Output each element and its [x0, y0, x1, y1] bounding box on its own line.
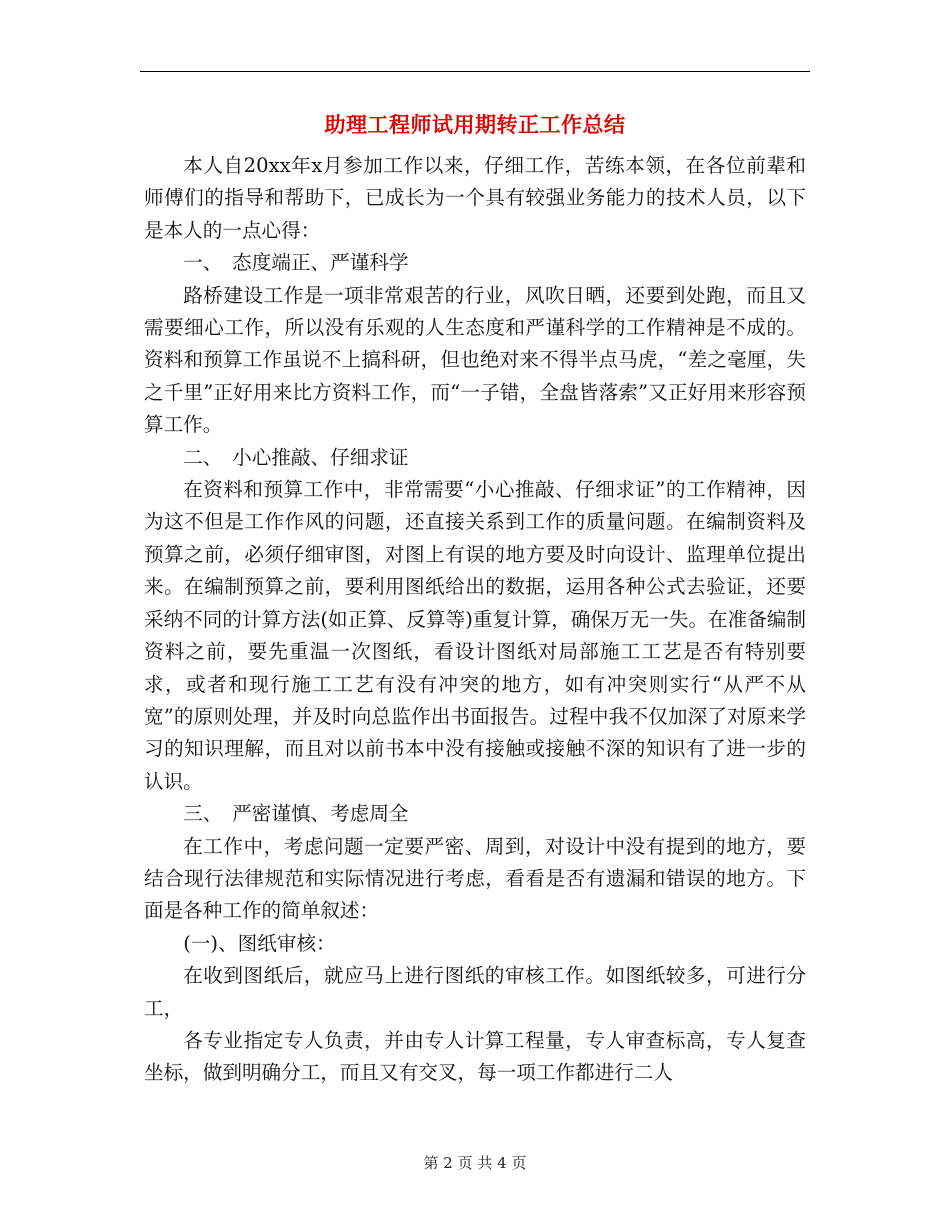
paragraph-subsection-1a: 在收到图纸后，就应马上进行图纸的审核工作。如图纸较多，可进行分工，: [144, 964, 806, 1020]
paragraph-section-3: 在工作中，考虑问题一定要严密、周到，对设计中没有提到的地方，要结合现行法律规范和实际情况进行考虑，看看是否有遗漏和错误的地方。下面是各种工作的简单叙述：: [144, 834, 806, 923]
paragraph-section-1: 路桥建设工作是一项非常艰苦的行业，风吹日晒，还要到处跑，而且又需要细心工作，所以没有乐观的人生态度和严谨科学的工作精神是不成的。资料和预算工作虽说不上搞科研，但也绝对来不得半点马虎，“差之毫厘，失之千里”正好用来比方资料工作，而“一子错，全盘皆落索”又正好用来形容预算工作。: [144, 283, 806, 437]
header-rule: [140, 71, 810, 72]
document-body: [144, 150, 806, 1090]
paragraph-subsection-1b: 各专业指定专人负责，并由专人计算工程量，专人审查标高，专人复查坐标，做到明确分工，而且又有交叉，每一项工作都进行二人: [144, 1028, 806, 1085]
section-heading-2: 二、 小心推敲、仔细求证: [183, 445, 409, 469]
section-heading-3: 三、 严密谨慎、考虑周全: [183, 802, 409, 826]
subsection-heading-1: (一)、图纸审核：: [183, 931, 336, 955]
section-heading-1: 一、 态度端正、严谨科学: [183, 251, 409, 275]
page-footer: 第 2 页 共 4 页: [423, 1154, 527, 1172]
paragraph-intro: 本人自20xx年x月参加工作以来，仔细工作，苦练本领，在各位前辈和师傅们的指导和帮助下，已成长为一个具有较强业务能力的技术人员，以下是本人的一点心得：: [144, 154, 806, 242]
paragraph-section-2: 在资料和预算工作中，非常需要“小心推敲、仔细求证”的工作精神，因为这不但是工作作风的问题，还直接关系到工作的质量问题。在编制资料及预算之前，必须仔细审图，对图上有误的地方要及时向设计、监理单位提出来。在编制预算之前，要利用图纸给出的数据，运用各种公式去验证，还要采纳不同的计算方法(如正算、反算等)重复计算，确保万无一失。在准备编制资料之前，要先重温一次图纸，看设计图纸对局部施工工艺是否有特别要求，或者和现行施工工艺有没有冲突的地方，如有冲突则实行“从严不从宽”的原则处理，并及时向总监作出书面报告。过程中我不仅加深了对原来学习的知识理解，而且对以前书本中没有接触或接触不深的知识有了进一步的认识。: [144, 478, 806, 793]
document-title: 助理工程师试用期转正工作总结: [324, 112, 626, 137]
